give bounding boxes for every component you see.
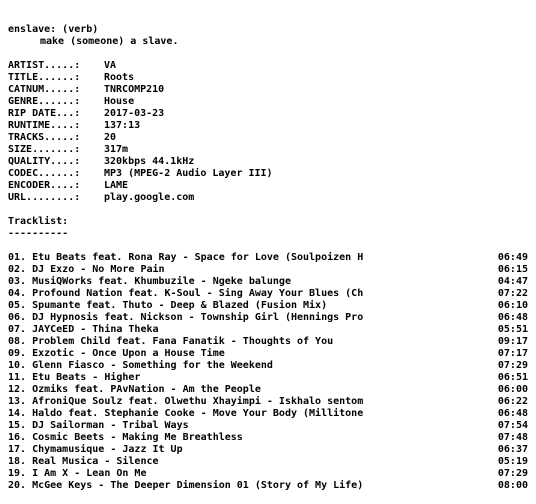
track-title: 12. Ozmiks feat. PAvNation - Am the People — [8, 384, 261, 395]
field-label: RIP DATE...: — [8, 108, 81, 119]
track-row — [8, 468, 528, 480]
track-duration: 07:54 — [497, 420, 528, 431]
field-value: 317m — [104, 144, 129, 155]
field-label: ENCODER....: — [8, 180, 81, 191]
track-duration: 06:15 — [497, 264, 528, 275]
track-duration: 06:00 — [497, 384, 528, 395]
release-info — [8, 60, 528, 204]
track-row — [8, 348, 528, 360]
track-title: 16. Cosmic Beets - Making Me Breathless — [8, 432, 243, 443]
track-row — [8, 396, 528, 408]
track-duration: 05:51 — [497, 324, 528, 335]
track-row — [8, 384, 528, 396]
track-title: 13. AfroniQue Soulz feat. Olwethu Xhayimpi - Iskhalo sentom — [8, 396, 364, 407]
track-row — [8, 276, 528, 288]
tracklist-divider: ---------- — [8, 228, 69, 239]
track-duration: 06:49 — [497, 252, 528, 263]
field-value: play.google.com — [104, 192, 195, 203]
field-rip-date — [8, 108, 528, 120]
track-duration: 06:48 — [497, 408, 528, 419]
track-duration: 06:48 — [497, 312, 528, 323]
track-row — [8, 288, 528, 300]
field-label: RUNTIME....: — [8, 120, 81, 131]
tracklist-heading: Tracklist: — [8, 216, 69, 227]
track-title: 05. Spumante feat. Thuto - Deep & Blazed (Fusion Mix) — [8, 300, 328, 311]
field-runtime — [8, 120, 528, 132]
track-duration: 07:17 — [497, 348, 528, 359]
field-genre — [8, 96, 528, 108]
track-title: 10. Glenn Fiasco - Something for the Weekend — [8, 360, 273, 371]
field-url — [8, 192, 528, 204]
field-value: 2017-03-23 — [104, 108, 165, 119]
track-row — [8, 300, 528, 312]
track-duration: 07:48 — [497, 432, 528, 443]
track-duration: 04:47 — [497, 276, 528, 287]
track-duration: 08:00 — [497, 480, 528, 491]
track-title: 09. Exzotic - Once Upon a House Time — [8, 348, 225, 359]
track-title: 14. Haldo feat. Stephanie Cooke - Move Your Body (Millitone — [8, 408, 364, 419]
field-label: TITLE......: — [8, 72, 81, 83]
definition-word: enslave: (verb) — [8, 24, 99, 35]
track-row — [8, 408, 528, 420]
field-label: SIZE.......: — [8, 144, 81, 155]
track-duration: 05:19 — [497, 456, 528, 467]
track-duration: 07:29 — [497, 468, 528, 479]
field-label: URL........: — [8, 192, 81, 203]
track-title: 17. Chymamusique - Jazz It Up — [8, 444, 183, 455]
track-duration: 07:29 — [497, 360, 528, 371]
field-value: TNRCOMP210 — [104, 84, 165, 95]
track-duration: 06:10 — [497, 300, 528, 311]
track-row — [8, 372, 528, 384]
track-row — [8, 324, 528, 336]
track-row — [8, 480, 528, 492]
track-title: 19. I Am X - Lean On Me — [8, 468, 147, 479]
tracklist — [8, 252, 528, 492]
field-label: GENRE......: — [8, 96, 81, 107]
track-row — [8, 336, 528, 348]
track-row — [8, 312, 528, 324]
spacer — [8, 240, 528, 252]
track-row — [8, 360, 528, 372]
track-row — [8, 252, 528, 264]
field-value: 320kbps 44.1kHz — [104, 156, 195, 167]
track-row — [8, 264, 528, 276]
field-label: TRACKS.....: — [8, 132, 81, 143]
track-title: 11. Etu Beats - Higher — [8, 372, 141, 383]
track-row — [8, 420, 528, 432]
definition-meaning: make (someone) a slave. — [40, 36, 179, 47]
field-encoder — [8, 180, 528, 192]
field-quality — [8, 156, 528, 168]
field-size — [8, 144, 528, 156]
field-label: CATNUM.....: — [8, 84, 81, 95]
field-label: QUALITY....: — [8, 156, 81, 167]
field-catnum — [8, 84, 528, 96]
field-tracks — [8, 132, 528, 144]
field-value: 20 — [104, 132, 117, 143]
spacer — [8, 204, 528, 216]
track-title: 07. JAYCeED - Thina Theka — [8, 324, 159, 335]
track-row — [8, 432, 528, 444]
field-artist — [8, 60, 528, 72]
track-title: 06. DJ Hypnosis feat. Nickson - Township Girl (Hennings Pro — [8, 312, 364, 323]
track-title: 08. Problem Child feat. Fana Fanatik - Thoughts of You — [8, 336, 334, 347]
track-row — [8, 456, 528, 468]
track-duration: 06:37 — [497, 444, 528, 455]
track-title: 03. MusiQWorks feat. Khumbuzile - Ngeke balunge — [8, 276, 291, 287]
field-title — [8, 72, 528, 84]
track-title: 15. DJ Sailorman - Tribal Ways — [8, 420, 189, 431]
spacer — [8, 48, 528, 60]
track-duration: 07:22 — [497, 288, 528, 299]
track-title: 20. McGee Keys - The Deeper Dimension 01 (Story of My Life) — [8, 480, 364, 491]
track-title: 01. Etu Beats feat. Rona Ray - Space for Love (Soulpoizen H — [8, 252, 364, 263]
track-title: 04. Profound Nation feat. K-Soul - Sing Away Your Blues (Ch — [8, 288, 364, 299]
field-value: Roots — [104, 72, 135, 83]
field-label: CODEC......: — [8, 168, 81, 179]
track-duration: 06:51 — [497, 372, 528, 383]
track-duration: 06:22 — [497, 396, 528, 407]
field-value: VA — [104, 60, 117, 71]
field-value: LAME — [104, 180, 129, 191]
nfo-text-viewer — [8, 24, 528, 492]
field-value: 137:13 — [104, 120, 141, 131]
field-label: ARTIST.....: — [8, 60, 81, 71]
track-title: 18. Real Musica - Silence — [8, 456, 159, 467]
track-duration: 09:17 — [497, 336, 528, 347]
track-row — [8, 444, 528, 456]
field-value: MP3 (MPEG-2 Audio Layer III) — [104, 168, 273, 179]
field-codec — [8, 168, 528, 180]
track-title: 02. DJ Exzo - No More Pain — [8, 264, 165, 275]
field-value: House — [104, 96, 135, 107]
